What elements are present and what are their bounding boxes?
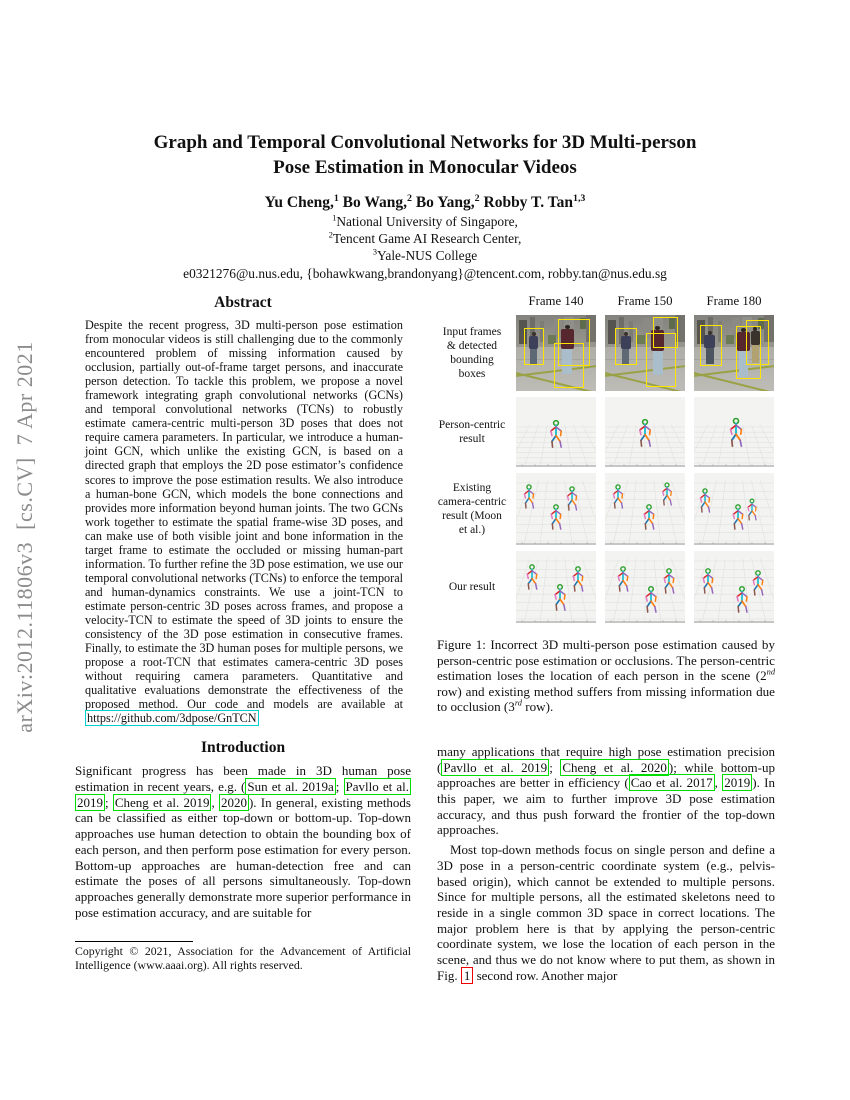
text-span: second row. Another major — [473, 967, 618, 983]
frame-label-1: Frame 150 — [617, 294, 673, 308]
bounding-box — [700, 325, 723, 367]
bounding-box — [746, 320, 769, 365]
citation-link[interactable]: Pavllo et al. 2019 — [77, 779, 409, 810]
figure-1 — [437, 294, 775, 623]
bounding-box — [554, 343, 584, 388]
superscript: 1 — [333, 192, 339, 204]
bounding-box — [524, 328, 544, 365]
bounding-box — [615, 328, 637, 365]
superscript: 2 — [474, 192, 480, 204]
text-span: row). — [521, 699, 554, 715]
figure-row-label: Existing camera-centric result (Moon et al.) — [437, 481, 507, 537]
right-column — [437, 294, 775, 984]
text-span: Most top-down methods focus on single person and define a 3D pose in a person-centric coordinate system (e.g., pelvis-based origin), which cannot be extended to multiple persons. Since for multiple persons, all the estimated skeletons need to reside in a single common 3D space in correct locations. The major problem here is that by applying the person-centric coordinate system, we lose the location of each person in the scene, and thus we do not know where to put them, as shown in Fig. — [437, 842, 775, 983]
author-line — [0, 194, 850, 212]
text-span: Significant progress has been made in 3D human pose estimation in recent years, e.g. ( — [75, 763, 411, 795]
left-column — [75, 294, 411, 920]
paper-title-line2: Pose Estimation in Monocular Videos — [273, 157, 577, 178]
superscript: 1 — [332, 212, 337, 223]
copyright-footnote — [75, 941, 411, 972]
text-span: ; — [549, 759, 561, 775]
plot-panel — [694, 473, 774, 545]
text-span: ). In general, existing methods can be classified as either top-down or bottom-up. Top-down approaches use human detection to obtain the bounding box of each person, and then perform pose estimation for every person. Bottom-up approaches are human-detection free and can estimate the poses of all persons simultaneously. Top-down approaches generally demonstrate more superior performance in pose estimation accuracy, and are suitable for — [75, 794, 411, 920]
paper-title — [0, 130, 850, 180]
superscript: 1,3 — [572, 192, 586, 204]
photo-panel — [694, 315, 774, 391]
superscript: 2 — [406, 192, 412, 204]
abstract-text — [85, 318, 403, 725]
figure-corner-spacer — [437, 294, 507, 309]
pose-3d-plot — [605, 551, 685, 623]
text-span: ); while bottom-up approaches are better in efficiency ( — [437, 759, 775, 791]
citation-link[interactable]: Sun et al. 2019a — [247, 779, 334, 795]
plot-panel — [694, 551, 774, 623]
pose-3d-plot — [516, 473, 596, 545]
paper-title-line1: Graph and Temporal Convolutional Networks for 3D Multi-person — [153, 132, 697, 153]
bounding-box — [646, 333, 676, 387]
frame-label-0: Frame 140 — [528, 294, 584, 308]
text-span: ). In this paper, we aim to further improve 3D pose estimation accuracy, and thus push forward the frontier of the top-down approaches. — [437, 775, 775, 838]
figure-row-label: Person-centric result — [438, 418, 506, 445]
plot-panel — [694, 397, 774, 467]
arxiv-watermark: arXiv:2012.11806v3 [cs.CV] 7 Apr 2021 — [12, 341, 37, 733]
affiliation-line-2 — [0, 231, 850, 246]
photo-building-detail — [637, 335, 645, 344]
text-span: Yu Cheng, — [264, 194, 334, 211]
pose-3d-plot — [516, 551, 596, 623]
footnote-rule — [75, 941, 193, 942]
text-span: Bo Wang, — [338, 194, 407, 211]
plot-panel — [516, 397, 596, 467]
photo-panel — [516, 315, 596, 391]
affiliation-line-3 — [0, 248, 850, 263]
citation-link[interactable]: 2020 — [220, 794, 247, 810]
pose-3d-plot — [694, 551, 774, 623]
affiliation-line-1 — [0, 214, 850, 229]
citation-link[interactable]: Cheng et al. 2020 — [562, 759, 667, 775]
superscript: nd — [766, 667, 775, 677]
text-span: many applications that require high pose estimation precision ( — [437, 743, 775, 775]
superscript: rd — [514, 699, 522, 709]
email-line: e0321276@u.nus.edu, {bohawkwang,brandonyang}@tencent.com, robby.tan@nus.edu.sg — [183, 266, 667, 281]
right-paragraph-1 — [437, 744, 775, 838]
pose-3d-plot — [605, 473, 685, 545]
citation-link[interactable]: Cheng et al. 2019 — [114, 794, 210, 810]
footnote-text: Copyright © 2021, Association for the Advancement of Artificial Intelligence (www.aaai.org). All rights reserved. — [75, 944, 411, 972]
pose-3d-plot — [605, 397, 685, 467]
introduction-heading: Introduction — [200, 739, 286, 757]
text-span: Robby T. Tan — [479, 194, 573, 211]
photo-building-detail — [726, 335, 734, 344]
figure-row-label: Input frames & detected bounding boxes — [442, 325, 502, 381]
intro-paragraph — [75, 763, 411, 920]
figure-row-label: Our result — [448, 580, 496, 593]
right-paragraph-2 — [437, 842, 775, 983]
text-span: row) and existing method suffers from missing information due to occlusion (3 — [437, 683, 775, 715]
frame-label-2: Frame 180 — [706, 294, 762, 308]
pose-3d-plot — [694, 473, 774, 545]
superscript: 2 — [328, 229, 333, 240]
citation-link[interactable]: Pavllo et al. 2019 — [443, 759, 548, 775]
citation-link[interactable]: 2019 — [724, 775, 751, 791]
code-url-link[interactable]: https://github.com/3dpose/GnTCN — [87, 711, 257, 726]
figure-1-caption — [437, 637, 775, 715]
plot-panel — [605, 473, 685, 545]
text-span: Despite the recent progress, 3D multi-person pose estimation from monocular videos is still challenging due to the commonly encountered problem of missing information caused by occlusion, partially out-of-frame target persons, and inaccurate person detection. To tackle this problem, we propose a novel framework integrating graph convolutional networks (GCNs) and temporal convolutional networks (TCNs) to robustly estimate camera-centric multi-person 3D poses that does not require camera parameters. In particular, we introduce a human-joint GCN, which unlike the existing GCN, is based on a directed graph that employs the 2D pose estimator’s confidence scores to improve the pose estimation results. We also introduce a human-bone GCN, which models the bone connections and provides more information beyond human joints. The two GCNs work together to estimate the spatial frame-wise 3D poses, and can make use of both visible joint and bone information in the target frame to estimate the occluded or missing human-part information. To further refine the 3D pose estimation, we use our temporal convolutional networks (TCNs) to enforce the temporal and human-dynamics constraints. We use a joint-TCN to estimate person-centric 3D poses across frames, and propose a velocity-TCN to estimate the speed of 3D joints to ensure the consistency of the 3D pose estimation in consecutive frames. Finally, to estimate the 3D human poses for multiple persons, we propose a root-TCN that estimates camera-centric 3D poses without requiring camera parameters. Quantitative and qualitative evaluations demonstrate the effectiveness of the proposed method. Our code and models are available at — [85, 318, 403, 712]
paper-header — [0, 130, 850, 282]
superscript: 3 — [372, 246, 378, 257]
plot-panel — [605, 397, 685, 467]
plot-panel — [605, 551, 685, 623]
pose-3d-plot — [694, 397, 774, 467]
text-span: Figure 1: Incorrect 3D multi-person pose estimation caused by person-centric pose estimation or occlusions. The person-centric estimation loses the location of each person in the scene (2 — [437, 637, 775, 684]
photo-panel — [605, 315, 685, 391]
text-span: , — [211, 794, 219, 810]
citation-link[interactable]: Cao et al. 2017 — [630, 775, 713, 791]
plot-panel — [516, 473, 596, 545]
text-span: National University of Singapore, — [336, 214, 518, 229]
text-span: Bo Yang, — [411, 194, 475, 211]
text-span: ; — [105, 794, 113, 810]
text-span: Yale-NUS College — [377, 248, 478, 263]
text-span: ; — [335, 779, 344, 795]
pose-3d-plot — [516, 397, 596, 467]
abstract-heading: Abstract — [214, 294, 272, 311]
plot-panel — [516, 551, 596, 623]
text-span: , — [714, 775, 723, 791]
text-span: Tencent Game AI Research Center, — [332, 231, 522, 246]
figure-reference[interactable]: 1 — [461, 967, 474, 984]
